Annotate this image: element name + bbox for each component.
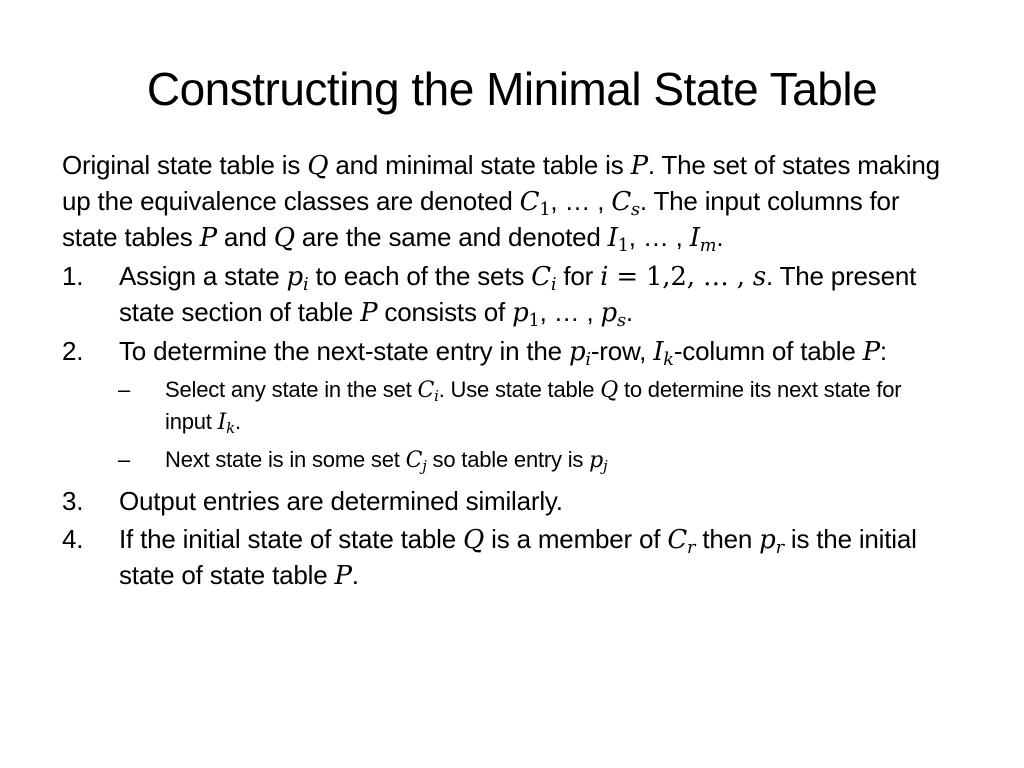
list-number: 4. (62, 524, 84, 554)
sub-list-item: – Select any state in the set $C_i$. Use state table Q to determine its next state for input $I_k$. (62, 374, 952, 438)
list-item: 2. To determine the next-state entry in the $p_i$-row, $I_k$-column of table P: (62, 336, 887, 370)
dash-bullet: – (118, 447, 131, 472)
dash-bullet: – (118, 377, 131, 402)
list-item: 1. Assign a state $p_i$ to each of the sets $C_i$ for i = 1,2, … , s. The present state section of table P consists of $p_1$, … , $p_s$. (62, 261, 917, 331)
intro-paragraph: Original state table is Q and minimal state table is P. The set of states making up the equivalence classes are denoted $C_1$, … , $C_s$. The input columns for state tables P and Q are the same and denoted $I_1$, … , $I_m$. (62, 150, 940, 256)
slide-body (62, 148, 952, 594)
list-item: 4. If the initial state of state table Q is a member of $C_r$ then $p_r$ is the initial state of state table P. (62, 524, 917, 591)
slide-title: Constructing the Minimal State Table (146, 63, 878, 115)
list-item: 3. Output entries are determined similarly. (62, 484, 952, 519)
list-number: 3. (62, 486, 84, 516)
list-number: 1. (62, 261, 84, 291)
sub-list-item: – Next state is in some set $C_j$ so table entry is $p_j$ (62, 444, 952, 476)
list-number: 2. (62, 336, 84, 366)
